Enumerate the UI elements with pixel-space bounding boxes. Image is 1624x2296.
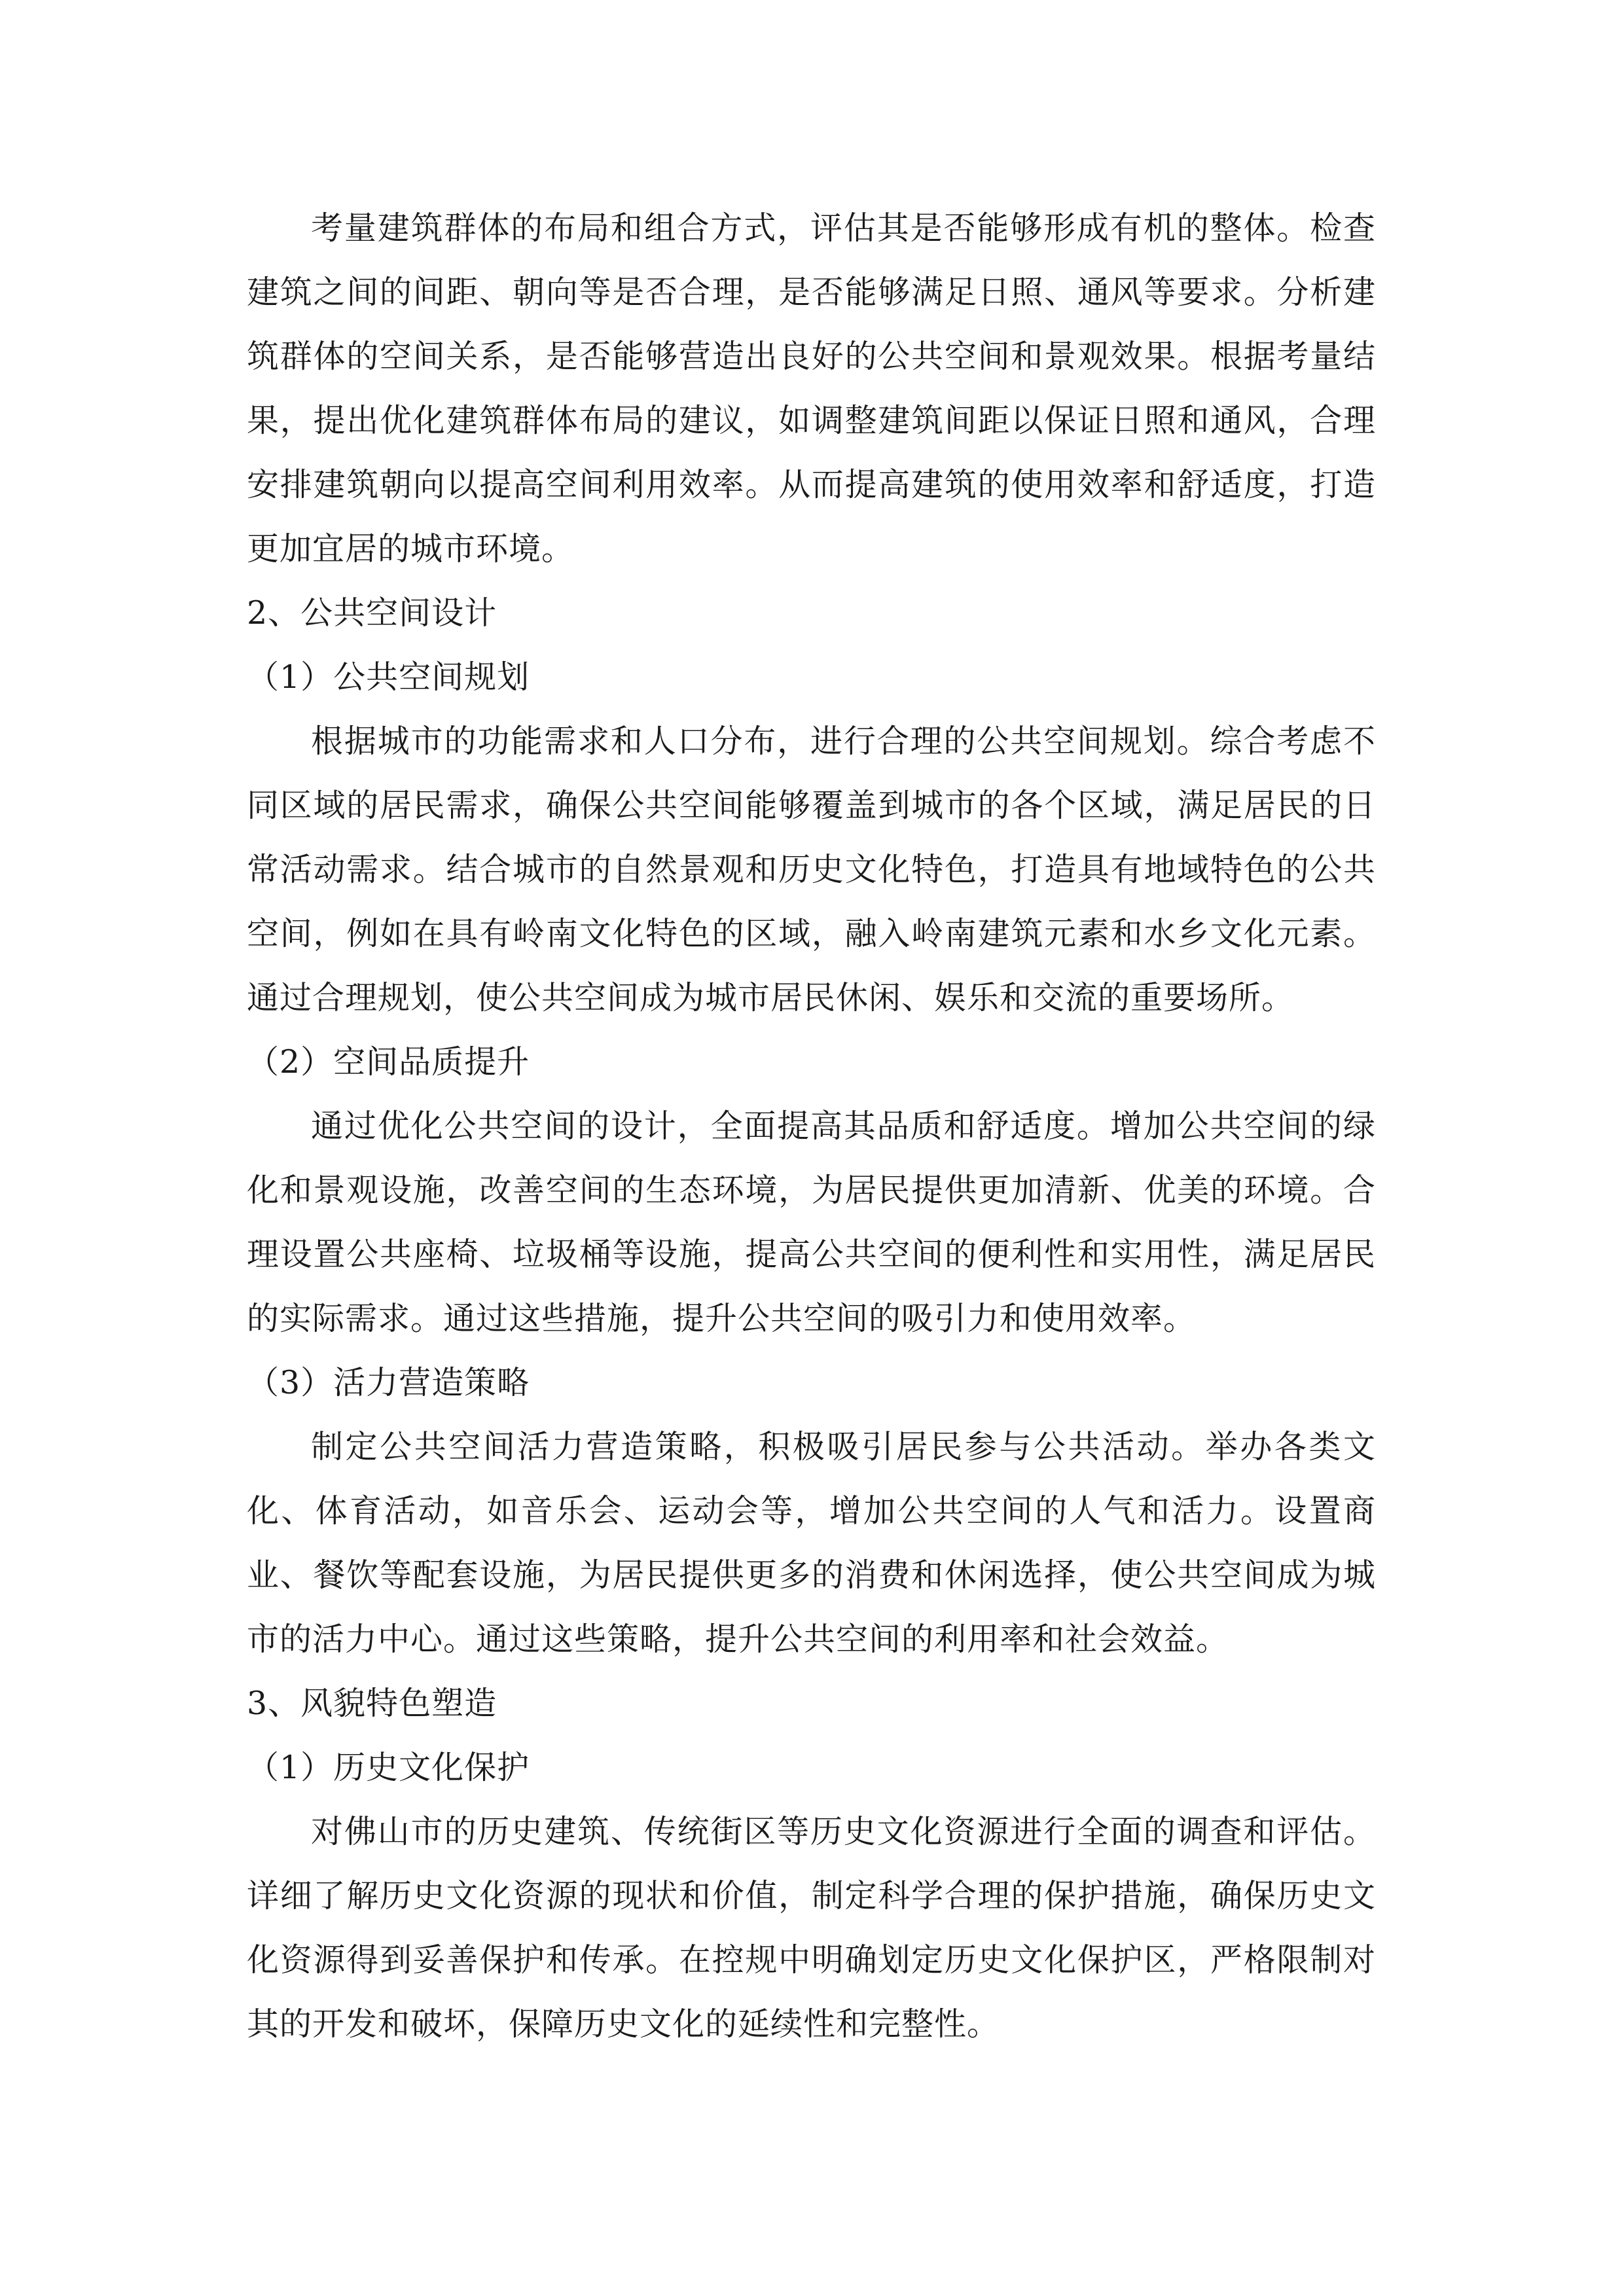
- paragraph-vitality-strategy: 制定公共空间活力营造策略，积极吸引居民参与公共活动。举办各类文化、体育活动，如音乐会、运动会等，增加公共空间的人气和活力。设置商业、餐饮等配套设施，为居民提供更多的消费和休闲选择，使公共空间成为城市的活力中心。通过这些策略，提升公共空间的利用率和社会效益。: [247, 1428, 1376, 1658]
- paragraph-heritage-protection: 对佛山市的历史建筑、传统街区等历史文化资源进行全面的调查和评估。详细了解历史文化资源的现状和价值，制定科学合理的保护措施，确保历史文化资源得到妥善保护和传承。在控规中明确划定历史文化保护区，严格限制对其的开发和破坏，保障历史文化的延续性和完整性。: [247, 1813, 1376, 2043]
- section-heading-public-space-design: 2、公共空间设计: [247, 594, 497, 632]
- document-page: [247, 196, 1376, 2056]
- subheading-heritage-protection: （1）历史文化保护: [247, 1749, 530, 1786]
- section-heading-character-shaping: 3、风貌特色塑造: [247, 1685, 497, 1722]
- paragraph-building-layout: 考量建筑群体的布局和组合方式，评估其是否能够形成有机的整体。检查建筑之间的间距、朝向等是否合理，是否能够满足日照、通风等要求。分析建筑群体的空间关系，是否能够营造出良好的公共空间和景观效果。根据考量结果，提出优化建筑群体布局的建议，如调整建筑间距以保证日照和通风，合理安排建筑朝向以提高空间利用效率。从而提高建筑的使用效率和舒适度，打造更加宜居的城市环境。: [247, 209, 1376, 567]
- paragraph-space-quality: 通过优化公共空间的设计，全面提高其品质和舒适度。增加公共空间的绿化和景观设施，改善空间的生态环境，为居民提供更加清新、优美的环境。合理设置公共座椅、垃圾桶等设施，提高公共空间的便利性和实用性，满足居民的实际需求。通过这些措施，提升公共空间的吸引力和使用效率。: [247, 1107, 1376, 1337]
- subheading-vitality-strategy: （3）活力营造策略: [247, 1364, 530, 1401]
- subheading-space-quality: （2）空间品质提升: [247, 1043, 530, 1081]
- subheading-public-space-planning: （1）公共空间规划: [247, 658, 530, 696]
- paragraph-public-space-planning: 根据城市的功能需求和人口分布，进行合理的公共空间规划。综合考虑不同区域的居民需求，确保公共空间能够覆盖到城市的各个区域，满足居民的日常活动需求。结合城市的自然景观和历史文化特色，打造具有地域特色的公共空间，例如在具有岭南文化特色的区域，融入岭南建筑元素和水乡文化元素。通过合理规划，使公共空间成为城市居民休闲、娱乐和交流的重要场所。: [247, 723, 1376, 1016]
